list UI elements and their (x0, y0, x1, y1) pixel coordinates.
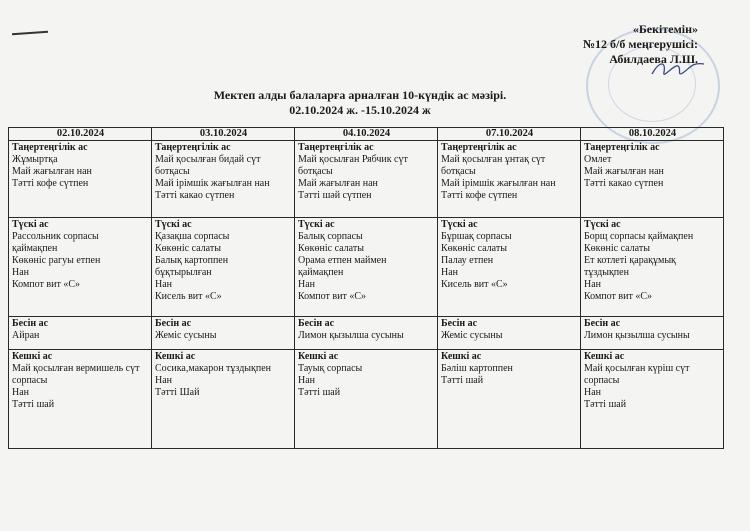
menu-item: Балық картоппен (155, 255, 229, 266)
menu-item: Тәтті кофе сүтпен (12, 178, 89, 189)
dinner-cell (438, 350, 581, 449)
menu-item: Май қосылған ұнтақ сүт (441, 154, 546, 165)
lunch-cell (9, 218, 152, 317)
breakfast-cell (295, 141, 438, 218)
menu-item: Май жағылған нан (584, 166, 664, 177)
breakfast-cell (581, 141, 724, 218)
menu-table (8, 127, 724, 449)
snack-row (9, 317, 724, 350)
snack-cell (438, 317, 581, 350)
menu-item: Борщ сорпасы қаймақпен (584, 231, 694, 242)
breakfast-cell (9, 141, 152, 218)
approval-heading: «Бекітемін» (632, 22, 698, 36)
menu-item: Компот вит «С» (12, 279, 81, 290)
menu-item: Қазақша сорпасы (155, 231, 230, 242)
date-header: 07.10.2024 (438, 128, 581, 141)
menu-item: Компот вит «С» (298, 291, 367, 302)
date-header: 02.10.2024 (9, 128, 152, 141)
snack-cell (152, 317, 295, 350)
dinner-title: Кешкі ас (298, 351, 339, 362)
menu-item: Орама етпен маймен (298, 255, 387, 266)
menu-item: Нан (441, 267, 459, 278)
snack-cell (581, 317, 724, 350)
dinner-title: Кешкі ас (441, 351, 482, 362)
approval-signatory: Абилдаева Л.Ш. (609, 52, 698, 66)
menu-item: Нан (155, 279, 173, 290)
menu-item: Жұмыртқа (12, 154, 58, 165)
breakfast-title: Таңертеңгілік ас (298, 142, 374, 153)
snack-title: Бесін ас (12, 318, 49, 329)
menu-item: ботқасы (155, 166, 190, 177)
date-header: 04.10.2024 (295, 128, 438, 141)
menu-item: Айран (12, 330, 40, 341)
menu-item: Нан (584, 279, 602, 290)
menu-item: Тәтті Шай (155, 387, 200, 398)
menu-item: Нан (298, 375, 316, 386)
menu-item: Май қосылған Рябчик сүт (298, 154, 408, 165)
menu-item: қаймақпен (12, 243, 58, 254)
lunch-title: Түскі ас (584, 219, 621, 230)
breakfast-title: Таңертеңгілік ас (441, 142, 517, 153)
menu-item: Көкөніс рагуы етпен (12, 255, 101, 266)
snack-cell (295, 317, 438, 350)
menu-item: Тәтті шай (298, 387, 341, 398)
menu-item: Тауық сорпасы (298, 363, 363, 374)
menu-item: Көкөніс салаты (298, 243, 364, 254)
lunch-row (9, 218, 724, 317)
menu-item: сорпасы (584, 375, 620, 386)
approval-position: №12 б/б меңгерушісі: (582, 37, 698, 51)
dinner-cell (295, 350, 438, 449)
menu-item: Көкөніс салаты (441, 243, 507, 254)
menu-item: Лимон қызылша сусыны (298, 330, 404, 341)
menu-item: Нан (155, 375, 173, 386)
snack-title: Бесін ас (155, 318, 192, 329)
lunch-cell (295, 218, 438, 317)
breakfast-cell (152, 141, 295, 218)
menu-item: Сосика,макарон тұздықпен (155, 363, 271, 374)
snack-title: Бесін ас (441, 318, 478, 329)
menu-item: Рассольник сорпасы (12, 231, 99, 242)
snack-cell (9, 317, 152, 350)
lunch-cell (152, 218, 295, 317)
menu-item: Лимон қызылша сусыны (584, 330, 690, 341)
menu-item: Нан (584, 387, 602, 398)
menu-item: Нан (298, 279, 316, 290)
menu-item: Май қосылған вермишель сүт (12, 363, 140, 374)
menu-item: Тәтті какао сүтпен (584, 178, 664, 189)
breakfast-cell (438, 141, 581, 218)
menu-item: Көкөніс салаты (584, 243, 650, 254)
menu-item: Тәтті шай (12, 399, 55, 410)
breakfast-title: Таңертеңгілік ас (155, 142, 231, 153)
menu-item: Компот вит «С» (584, 291, 653, 302)
menu-item: Кисель вит «С» (155, 291, 222, 302)
title-period: 02.10.2024 ж. -15.10.2024 ж (289, 103, 431, 117)
lunch-cell (581, 218, 724, 317)
dinner-row (9, 350, 724, 449)
date-header: 08.10.2024 (581, 128, 724, 141)
dinner-cell (9, 350, 152, 449)
menu-item: Ет котлеті қарақұмық (584, 255, 676, 266)
menu-item: Май қосылған бидай сүт (155, 154, 261, 165)
dinner-title: Кешкі ас (12, 351, 53, 362)
date-header-row (9, 128, 724, 141)
date-header: 03.10.2024 (152, 128, 295, 141)
dinner-title: Кешкі ас (155, 351, 196, 362)
snack-title: Бесін ас (584, 318, 621, 329)
menu-item: Нан (12, 267, 30, 278)
menu-item: Жеміс сусыны (441, 330, 503, 341)
menu-item: Палау етпен (441, 255, 494, 266)
approval-block (498, 22, 698, 67)
menu-item: қаймақпен (298, 267, 344, 278)
dinner-cell (152, 350, 295, 449)
lunch-cell (438, 218, 581, 317)
lunch-title: Түскі ас (12, 219, 49, 230)
lunch-title: Түскі ас (298, 219, 335, 230)
menu-item: Көкөніс салаты (155, 243, 221, 254)
lunch-title: Түскі ас (441, 219, 478, 230)
dinner-cell (581, 350, 724, 449)
menu-item: Бұршақ сорпасы (441, 231, 512, 242)
menu-item: Жеміс сусыны (155, 330, 217, 341)
menu-item: тұздықпен (584, 267, 629, 278)
menu-item: Нан (12, 387, 30, 398)
menu-item: Май жағылған нан (12, 166, 92, 177)
page-title (180, 88, 540, 118)
breakfast-title: Таңертеңгілік ас (584, 142, 660, 153)
title-line: Мектеп алды балаларға арналған 10-күндік ас мәзірі. (213, 88, 507, 102)
menu-item: Тәтті кофе сүтпен (441, 190, 518, 201)
menu-item: Май ірімшік жағылған нан (441, 178, 556, 189)
menu-item: Май қосылған күріш сүт (584, 363, 690, 374)
menu-item: Омлет (584, 154, 612, 165)
menu-item: ботқасы (441, 166, 476, 177)
menu-item: сорпасы (12, 375, 48, 386)
menu-item: бұқтырылған (155, 267, 212, 278)
menu-item: Кисель вит «С» (441, 279, 508, 290)
menu-item: Тәтті какао сүтпен (155, 190, 235, 201)
menu-item: Май ірімшік жағылған нан (155, 178, 270, 189)
menu-item: ботқасы (298, 166, 333, 177)
menu-item: Бәліш картоппен (441, 363, 513, 374)
pen-mark (12, 31, 48, 36)
menu-item: Май жағылған нан (298, 178, 378, 189)
breakfast-title: Таңертеңгілік ас (12, 142, 88, 153)
menu-item: Тәтті шай (584, 399, 627, 410)
lunch-title: Түскі ас (155, 219, 192, 230)
menu-item: Тәтті шай (441, 375, 484, 386)
snack-title: Бесін ас (298, 318, 335, 329)
menu-item: Балық сорпасы (298, 231, 363, 242)
breakfast-row (9, 141, 724, 218)
dinner-title: Кешкі ас (584, 351, 625, 362)
menu-item: Тәтті шәй сүтпен (298, 190, 372, 201)
